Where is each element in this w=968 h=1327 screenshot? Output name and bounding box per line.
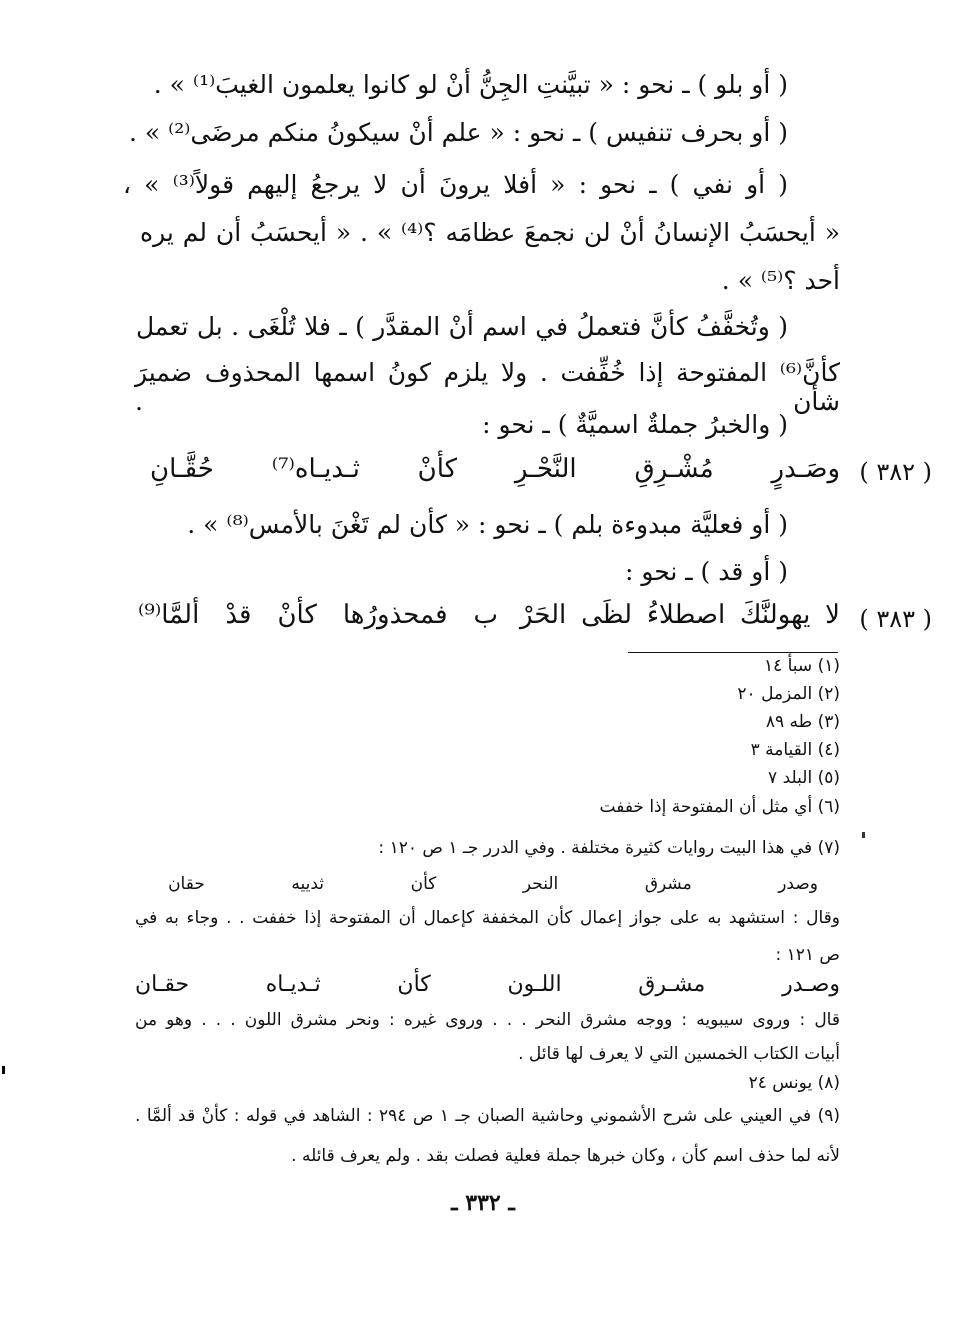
body-line-8: ( والخبرُ جملةٌ اسميَّةٌ ) ـ نحو : [482,410,788,439]
verse-number-382: ( ٣٨٢ ) [859,458,932,486]
footnote-5: (٥) البلد ٧ [768,768,840,788]
footnote-8: (٨) يونس ٢٤ [748,1073,840,1093]
verse-variant-word: وصـدر [782,972,840,997]
footnote-9-continued: لأنه لما حذف اسم كأن ، وكان خبرها جملة فعلية فصلت بقد . ولم يعرف قائله . [291,1146,840,1166]
verse-variant-word: مشـرق [638,972,706,997]
verse-variant-word: وصدر [778,874,818,894]
verse-variant-word: كأن [410,874,437,894]
verse-variant-row-2 [135,972,840,997]
footnote-7-page: ص ١٢١ : [775,945,840,965]
footnote-separator [628,652,838,653]
verse-383-second-hemistich: ب فمحذورُها كأنْ قدْ ألمَّا⁽⁹⁾ [138,600,498,630]
footnote-7: (٧) في هذا البيت روايات كثيرة مختلفة . وفي الدرر جـ ١ ص ١٢٠ : [378,838,840,858]
verse-variant-word: اللـون [507,972,562,997]
verse-382-line: وصَـدرٍ مُشْـرِقِ النَّحْـرِ كأنْ ثـديـاه⁽⁷⁾ حُقَّـانِ [150,454,841,484]
body-line-7: كأنَّ⁽⁶⁾ المفتوحة إذا خُفِّفت . ولا يلزم كونُ اسمها المحذوف ضميرَ شأن . [135,358,840,416]
body-line-10: ( أو قد ) ـ نحو : [624,557,788,586]
verse-variant-word: حقـان [135,972,190,997]
body-line-4: « أيحسَبُ الإنسانُ أنْ لن نجمعَ عظامَه ؟⁽⁴⁾ » . « أيحسَبُ أن لم يره [140,218,841,247]
body-line-9: ( أو فعليَّة مبدوءة بلم ) ـ نحو : « كأن لم تَغْنَ بالأمس⁽⁸⁾ » . [187,510,788,539]
footnote-1: (١) سبأ ١٤ [763,656,840,676]
footnote-7-continued: وقال : استشهد به على جواز إعمال كأن المخففة كإعمال أن المفتوحة إذا خففت . . وجاء به في [135,908,840,928]
verse-variant-word: ثـديـاه [265,972,321,997]
footnote-7-end: أبيات الكتاب الخمسين التي لا يعرف لها قائل . [518,1044,840,1064]
verse-variant-word: كأن [397,972,431,997]
page-number: ـ ٣٣٢ ـ [451,1190,515,1216]
footnote-6: (٦) أي مثل أن المفتوحة إذا خففت [599,797,840,817]
verse-variant-row-1 [168,874,818,894]
footnote-9: (٩) في العيني على شرح الأشموني وحاشية الصبان جـ ١ ص ٢٩٤ : الشاهد في قوله : كأنْ قد ألمَّا . [135,1106,840,1126]
margin-mark-1 [862,832,865,838]
body-line-3: ( أو نفي ) ـ نحو : « أفلا يرونَ أن لا يرجعُ إليهم قولاً⁽³⁾ » ، [123,170,788,199]
footnote-4: (٤) القيامة ٣ [750,740,840,760]
verse-variant-word: النحر [522,874,559,894]
verse-variant-word: ثدييه [291,874,325,894]
footnote-2: (٢) المزمل ٢٠ [737,684,840,704]
verse-variant-word: مشرق [644,874,692,894]
body-line-2: ( أو بحرف تنفيس ) ـ نحو : « علم أنْ سيكونُ منكم مرضَى⁽²⁾ » . [128,118,788,147]
body-line-5: أحد ؟⁽⁵⁾ » . [721,266,840,295]
footnote-7-narration: قال : وروى سيبويه : ووجه مشرق النحر . . . وروى غيره : ونحر مشرق اللون . . . وهو من [135,1010,840,1030]
body-line-1: ( أو بلو ) ـ نحو : « تبيَّنتِ الجِنُّ أنْ لو كانوا يعلمون الغيبَ⁽¹⁾ » . [153,70,788,99]
body-line-6: ( وتُخفَّفُ كأنَّ فتعملُ في اسم أنْ المقدَّر ) ـ فلا تُلْغَى . بل تعمل [136,312,788,341]
verse-variant-word: حقان [168,874,205,894]
verse-number-383: ( ٣٨٣ ) [859,605,932,633]
verse-383-first-hemistich: لا يهولنَّكَ اصطلاءُ لظَى الحَرْ [520,600,840,630]
footnote-3: (٣) طه ٨٩ [765,712,840,732]
margin-mark-2 [2,1066,5,1074]
